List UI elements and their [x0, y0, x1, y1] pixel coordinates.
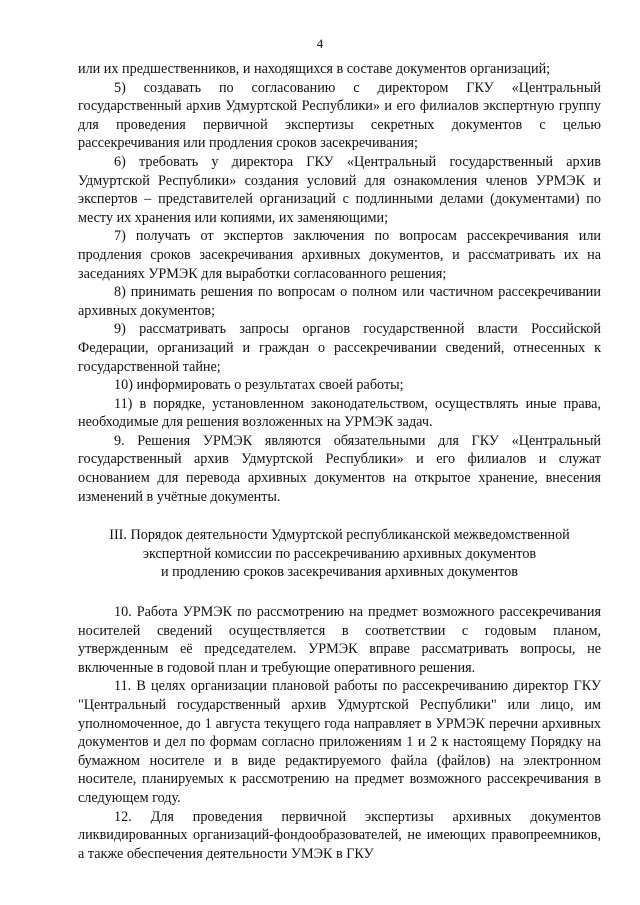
- clause-12: 12. Для проведения первичной экспертизы архивных документов ликвидированных организаций-фондообразователей, не имеющих правопреемников, а также обеспечения деятельности УМЭК в ГКУ: [78, 808, 601, 862]
- section-heading-line: и продлению сроков засекречивания архивных документов: [161, 564, 518, 581]
- document-body: [78, 60, 601, 863]
- list-item-9: 9) рассматривать запросы органов государственной власти Российской Федерации, организаций и граждан о рассекречивании сведений, отнесенных к государственной тайне;: [78, 321, 601, 375]
- list-item-5: 5) создавать по согласованию с директором ГКУ «Центральный государственный архив Удмуртской Республики» и его филиалов экспертную группу для проведения первичной экспертизы секретных документов с целью рассекречивания или продления сроков засекречивания;: [78, 79, 601, 152]
- list-item-8: 8) принимать решения по вопросам о полном или частичном рассекречивании архивных документов;: [78, 284, 601, 319]
- page-number: 4: [316, 36, 324, 51]
- list-item-10: 10) информировать о результатах своей работы;: [114, 377, 404, 394]
- list-item-11: 11) в порядке, установленном законодательством, осуществлять иные права, необходимые для решения возложенных на УРМЭК задач.: [78, 395, 601, 431]
- clause-11: 11. В целях организации плановой работы по рассекречиванию директор ГКУ "Центральный государственный архив Удмуртской Республики" или лицо, им уполномоченное, до 1 августа текущего года направляет в УРМЭК перечни архивных документов и дел по формам согласно приложениям 1 и 2 к настоящему Порядку на бумажном носителе и в виде редактируемого файла (файлов) на электронном носителе, планируемых к рассмотрению на предмет возможного рассекречивания в следующем году.: [78, 678, 601, 806]
- section-heading-line: III. Порядок деятельности Удмуртской республиканской межведомственной: [109, 527, 570, 544]
- section-heading-line: экспертной комиссии по рассекречиванию архивных документов: [142, 545, 537, 562]
- clause-9: 9. Решения УРМЭК являются обязательными для ГКУ «Центральный государственный архив Удмуртской Республики» и его филиалов и служат основанием для перевода архивных документов на открытое хранение, внесения изменений в учётные документы.: [78, 432, 601, 505]
- paragraph-continuation: или их предшественников, и находящихся в составе документов организаций;: [78, 61, 551, 77]
- list-item-6: 6) требовать у директора ГКУ «Центральный государственный архив Удмуртской Республики» создания условий для ознакомления членов УРМЭК и экспертов – представителей организаций с подлинными делами (документами) по месту их хранения или копиями, их заменяющими;: [78, 153, 601, 226]
- list-item-7: 7) получать от экспертов заключения по вопросам рассекречивания или продления сроков засекречивания архивных документов, и рассматривать их на заседаниях УРМЭК для выработки согласованного решения;: [78, 228, 601, 282]
- section-heading: [78, 526, 601, 582]
- clause-10: 10. Работа УРМЭК по рассмотрению на предмет возможного рассекречивания носителей сведений осуществляется в соответствии с годовым планом, утвержденным её председателем. УРМЭК вправе рассматривать вопросы, не включенные в годовой план и требующие оперативного решения.: [78, 604, 601, 676]
